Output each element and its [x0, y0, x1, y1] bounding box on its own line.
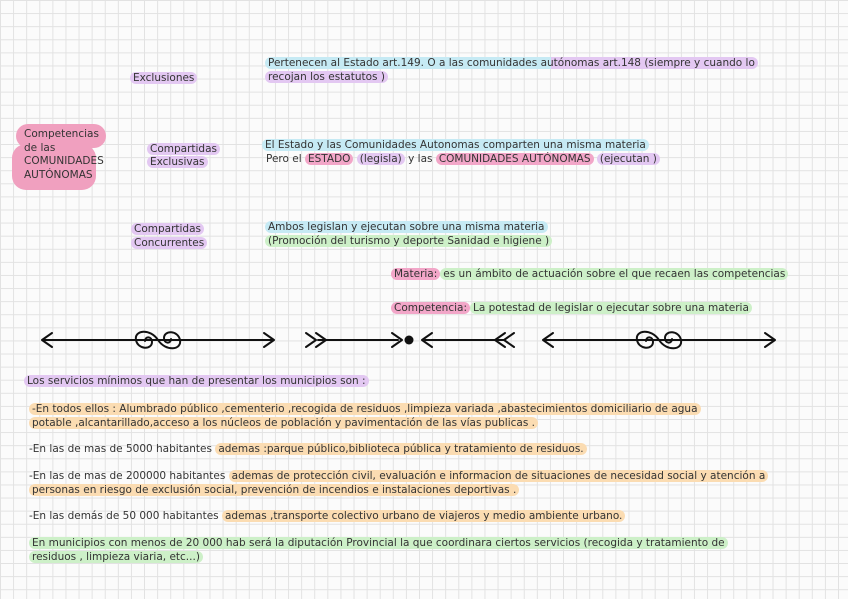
exclusivas-legisla: (legisla) [357, 153, 405, 165]
concurrentes-label-1: Compartidas [131, 223, 204, 235]
exclusivas-label-2: Exclusivas [147, 156, 208, 168]
exclusivas-ejecutan: (ejecutan ) [597, 153, 660, 165]
concurrentes-text-1: Ambos legislan y ejecutan sobre una misma materia [265, 221, 548, 233]
services-200000-label: -En las de mas de 200000 habitantes [29, 470, 226, 482]
services-menos-text-2: residuos , limpieza viaria, etc...) [29, 551, 203, 563]
services-title-text: Los servicios mínimos que han de presentar los municipios son : [24, 375, 369, 387]
heading-label: Competencias de las COMUNIDADES AUTÓNOMAS [24, 128, 104, 181]
exclusiones-text-1: Pertenecen al Estado art.149. O a las comunidades autónomas art.148 (siempre y cuando lo [265, 57, 758, 69]
concurrentes-label-2: Concurrentes [131, 237, 207, 249]
services-50000 [29, 510, 625, 523]
services-todos-text-2: potable ,alcantarillado,acceso a los núcleos de población y pavimentación de las vías publicas . [29, 417, 538, 429]
services-todos-line-1 [29, 403, 701, 416]
services-50000-text: ademas ,transporte colectivo urbano de viajeros y medio ambiente urbano. [222, 510, 625, 522]
exclusivas-text-1: El Estado y las Comunidades Autonomas comparten una misma materia [262, 139, 649, 151]
services-5000-text: ademas :parque público,biblioteca pública y tratamiento de residuos. [215, 443, 586, 455]
services-title [24, 375, 369, 388]
services-200000-text: ademas de protección civil, evaluación e informacion de situaciones de necesidad social y atención a [229, 470, 769, 482]
services-menos-line-1 [29, 537, 728, 550]
services-200000-line-2 [29, 484, 519, 497]
exclusivas-ccaa: COMUNIDADES AUTÓNOMAS [436, 153, 594, 165]
services-menos-line-2 [29, 551, 203, 564]
left-flourish [42, 332, 274, 349]
exclusivas-y-las: y las [408, 153, 433, 165]
materia-term: Materia: [391, 268, 440, 280]
services-50000-label: -En las demás de 50 000 habitantes [29, 510, 219, 522]
services-200000-text-2: personas en riesgo de exclusión social, prevención de incendios e instalaciones deportivas . [29, 484, 519, 496]
services-5000-label: -En las de mas de 5000 habitantes [29, 443, 212, 455]
right-flourish [543, 332, 775, 349]
concurrentes-text-2: (Promoción del turismo y deporte Sanidad e higiene ) [265, 235, 552, 247]
competencia-text: La potestad de legislar o ejecutar sobre una materia [470, 302, 752, 314]
competencia-term: Competencia: [391, 302, 470, 314]
exclusivas-estado: ESTADO [305, 153, 353, 165]
exclusivas-pero-el: Pero el [266, 153, 302, 165]
services-todos-line-2 [29, 417, 538, 430]
services-200000-line-1 [29, 470, 768, 483]
materia-text: es un ámbito de actuación sobre el que recaen las competencias [440, 268, 788, 280]
exclusiones-label: Exclusiones [130, 72, 197, 84]
center-dot [405, 336, 414, 345]
services-menos-text-1: En municipios con menos de 20 000 hab será la diputación Provincial la que coordinara ciertos servicios (recogida y tratamiento de [29, 537, 728, 549]
exclusivas-label-1: Compartidas [147, 143, 220, 155]
services-5000 [29, 443, 587, 456]
exclusiones-text-2: recojan los estatutos ) [265, 71, 388, 83]
services-todos-text-1: -En todos ellos : Alumbrado público ,cementerio ,recogida de residuos ,limpieza variada ,abastecimientos domiciliario de agua [29, 403, 701, 415]
